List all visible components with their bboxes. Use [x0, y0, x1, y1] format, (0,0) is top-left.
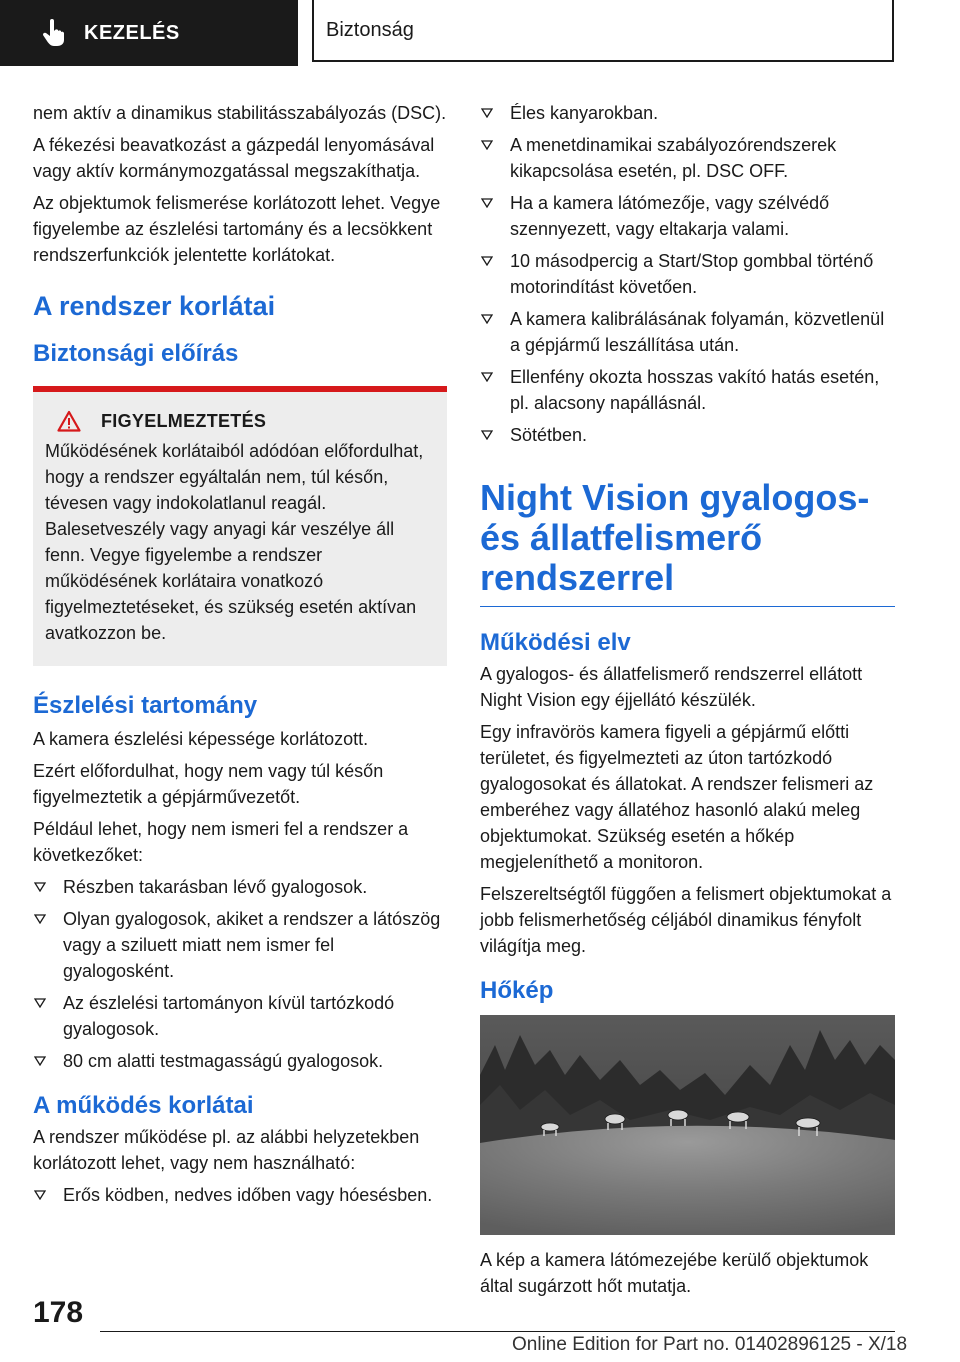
- paragraph: A rendszer működése pl. az alábbi helyzetekben korlátozott lehet, vagy nem használható:: [33, 1127, 420, 1173]
- warning-triangle-icon: [57, 410, 81, 432]
- page-number: 178: [33, 1296, 84, 1329]
- bullet-triangle-icon: [481, 430, 493, 440]
- bullet-triangle-icon: [481, 108, 493, 118]
- paragraph: A fékezési beavatkozást a gázpedál lenyomásával vagy aktív kormánymozgatással megszakíthatja.: [33, 135, 435, 181]
- bullet-triangle-icon: [34, 998, 46, 1008]
- list-item: 80 cm alatti testmagasságú gyalogosok.: [33, 1048, 447, 1074]
- night-vision-heading-block: [480, 478, 895, 607]
- footer-divider: [100, 1331, 895, 1332]
- list-item: A kamera kalibrálásának folyamán, közvetlenül a gépjármű leszállítása után.: [480, 306, 895, 358]
- heading-safety: Biztonsági előírás: [33, 340, 239, 367]
- left-column: [33, 100, 447, 1214]
- bullet-triangle-icon: [481, 372, 493, 382]
- section-title: Biztonság: [326, 18, 414, 41]
- bullet-triangle-icon: [34, 1190, 46, 1200]
- paragraph: Az objektumok felismerése korlátozott lehet. Vegye figyelembe az észlelési tartomány és a lecsökkent rendszerfunkciók jelentette korlátokat.: [33, 193, 441, 265]
- paragraph: Például lehet, hogy nem ismeri fel a rendszer a következőket:: [33, 819, 409, 865]
- list-item: Ha a kamera látómezője, vagy szélvédő szennyezett, vagy eltakarja valami.: [480, 190, 895, 242]
- footer-edition: Online Edition for Part no. 01402896125 - X/18: [512, 1334, 908, 1355]
- bullet-triangle-icon: [481, 314, 493, 324]
- paragraph: A kamera észlelési képessége korlátozott.: [33, 729, 369, 749]
- warning-header: [45, 410, 435, 432]
- warning-text: Működésének korlátaiból adódóan előfordulhat, hogy a rendszer egyáltalán nem, túl későn, tévesen vagy indokolatlanul reagál. Balesetveszély vagy anyagi kár veszélye áll fenn. Vegye figyelembe a rendszer működésének korlátaira vonatkozó figyelmeztetéseket, és szükség esetén aktívan avatkozzon be.: [45, 441, 424, 643]
- list-item: A menetdinamikai szabályozórendszerek kikapcsolása esetén, pl. DSC OFF.: [480, 132, 895, 184]
- chapter-title: KEZELÉS: [84, 21, 180, 44]
- paragraph: Felszereltségtől függően a felismert objektumokat a jobb felismerhetőség céljából dinamikus fényfolt világítja meg.: [480, 884, 892, 956]
- paragraph: nem aktív a dinamikus stabilitásszabályozás (DSC).: [33, 103, 447, 123]
- paragraph: Egy infravörös kamera figyeli a gépjármű előtti területet, és figyelmezteti az úton tartózkodó gyalogosokat és állatokat. A rendszer felismeri az emberéhez vagy állatéhoz hasonló alakú meleg objektumokat. Szükség esetén a hőkép megjeleníthető a monitoron.: [480, 722, 874, 872]
- bullet-triangle-icon: [481, 256, 493, 266]
- right-column: [480, 100, 895, 1305]
- list-item: Az észlelési tartományon kívül tartózkodó gyalogosok.: [33, 990, 447, 1042]
- bullet-triangle-icon: [481, 198, 493, 208]
- thermal-image: [480, 1015, 895, 1235]
- operation-list-continued: [480, 100, 895, 448]
- heading-night-vision: Night Vision gyalogos- és állatfelismerő rendszerrel: [480, 477, 870, 598]
- list-item: Éles kanyarokban.: [480, 100, 895, 126]
- hand-pointer-icon: [40, 18, 70, 48]
- bullet-triangle-icon: [34, 1056, 46, 1066]
- heading-principle: Működési elv: [480, 629, 631, 656]
- list-item: Ellenfény okozta hosszas vakító hatás esetén, pl. alacsony napállásnál.: [480, 364, 895, 416]
- list-item: Olyan gyalogosok, akiket a rendszer a látószög vagy a sziluett miatt nem ismer fel gyalogosként.: [33, 906, 447, 984]
- list-item: Sötétben.: [480, 422, 895, 448]
- list-item: Erős ködben, nedves időben vagy hóesésben.: [33, 1182, 447, 1208]
- chapter-tab[interactable]: [0, 0, 298, 66]
- heading-system-limits: A rendszer korlátai: [33, 291, 276, 321]
- paragraph: Ezért előfordulhat, hogy nem vagy túl későn figyelmeztetik a gépjárművezetőt.: [33, 761, 384, 807]
- detection-list: [33, 874, 447, 1074]
- heading-operation-limits: A működés korlátai: [33, 1092, 254, 1119]
- image-caption: A kép a kamera látómezejébe kerülő objektumok által sugárzott hőt mutatja.: [480, 1250, 869, 1296]
- bullet-triangle-icon: [34, 882, 46, 892]
- heading-detection-range: Észlelési tartomány: [33, 692, 258, 719]
- bullet-triangle-icon: [34, 914, 46, 924]
- operation-list: [33, 1182, 447, 1208]
- paragraph: A gyalogos- és állatfelismerő rendszerrel ellátott Night Vision egy éjjellátó készülék.: [480, 664, 863, 710]
- warning-label: FIGYELMEZTETÉS: [101, 410, 267, 431]
- list-item: Részben takarásban lévő gyalogosok.: [33, 874, 447, 900]
- warning-box: [33, 386, 447, 666]
- heading-thermal-image: Hőkép: [480, 977, 554, 1004]
- list-item: 10 másodpercig a Start/Stop gombbal történő motorindítást követően.: [480, 248, 895, 300]
- page-header: [0, 0, 960, 66]
- section-tab[interactable]: [312, 0, 894, 62]
- bullet-triangle-icon: [481, 140, 493, 150]
